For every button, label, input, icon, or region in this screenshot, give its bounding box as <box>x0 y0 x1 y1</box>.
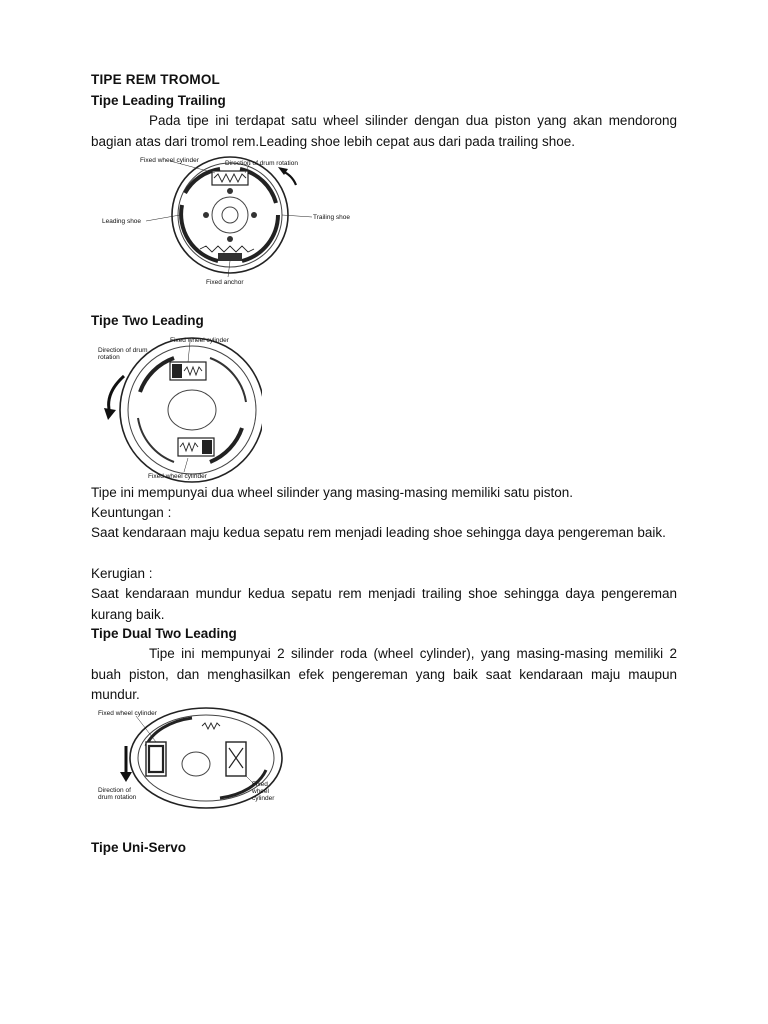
fig1-label-leading-shoe: Leading shoe <box>102 218 142 225</box>
figure-dual-two-leading <box>96 706 286 810</box>
heading-two-leading: Tipe Two Leading <box>91 313 204 328</box>
fig2-label-fixed-wheel-cylinder-bottom: Fixed wheel cylinder <box>148 473 207 480</box>
cons-text: Saat kendaraan mundur kedua sepatu rem menjadi trailing shoe sehingga daya pengereman kurang baik. <box>91 586 677 622</box>
figure-leading-trailing <box>100 153 360 293</box>
two-leading-intro: Tipe ini mempunyai dua wheel silinder yang masing-masing memiliki satu piston. <box>91 485 573 500</box>
heading-dual-two-leading: Tipe Dual Two Leading <box>91 626 237 641</box>
cons-label: Kerugian : <box>91 566 153 581</box>
document-title: TIPE REM TROMOL <box>91 72 220 87</box>
paragraph-leading-trailing: Pada tipe ini terdapat satu wheel silinder dengan dua piston yang akan mendorong bagian atas dari tromol rem.Leading shoe lebih cepat aus dari pada trailing shoe. <box>91 113 677 149</box>
fig3-label-fixed-line2: wheel <box>252 788 269 795</box>
pros-text: Saat kendaraan maju kedua sepatu rem menjadi leading shoe sehingga daya pengereman baik. <box>91 525 666 540</box>
fig2-label-fixed-wheel-cylinder-top: Fixed wheel cylinder <box>170 337 229 344</box>
paragraph-dual-two-leading: Tipe ini mempunyai 2 silinder roda (wheel cylinder), yang masing-masing memiliki 2 buah piston, dan menghasilkan efek pengereman yang baik saat kendaraan maju maupun mundur. <box>91 646 677 702</box>
fig3-label-fixed-line3: cylinder <box>252 795 275 802</box>
figure-two-leading <box>92 332 262 484</box>
fig3-label-fixed-wheel-cylinder-top: Fixed wheel cylinder <box>98 710 157 717</box>
fig2-label-direction-line1: Direction of drum <box>98 347 148 354</box>
fig1-label-fixed-anchor: Fixed anchor <box>206 279 244 286</box>
heading-leading-trailing: Tipe Leading Trailing <box>91 93 226 108</box>
fig2-label-direction-line2: rotation <box>98 354 120 361</box>
fig1-label-fixed-wheel-cylinder: Fixed wheel cylinder <box>140 157 199 164</box>
heading-uni-servo: Tipe Uni-Servo <box>91 840 187 855</box>
fig1-label-trailing-shoe: Trailing shoe <box>313 214 350 221</box>
fig3-label-direction-line2: drum rotation <box>98 794 137 801</box>
fig3-label-direction-line1: Direction of <box>98 787 131 794</box>
fig1-label-direction: Direction of drum rotation <box>225 160 298 167</box>
fig3-label-fixed-line1: Fixed <box>252 781 268 788</box>
pros-label: Keuntungan : <box>91 505 172 520</box>
